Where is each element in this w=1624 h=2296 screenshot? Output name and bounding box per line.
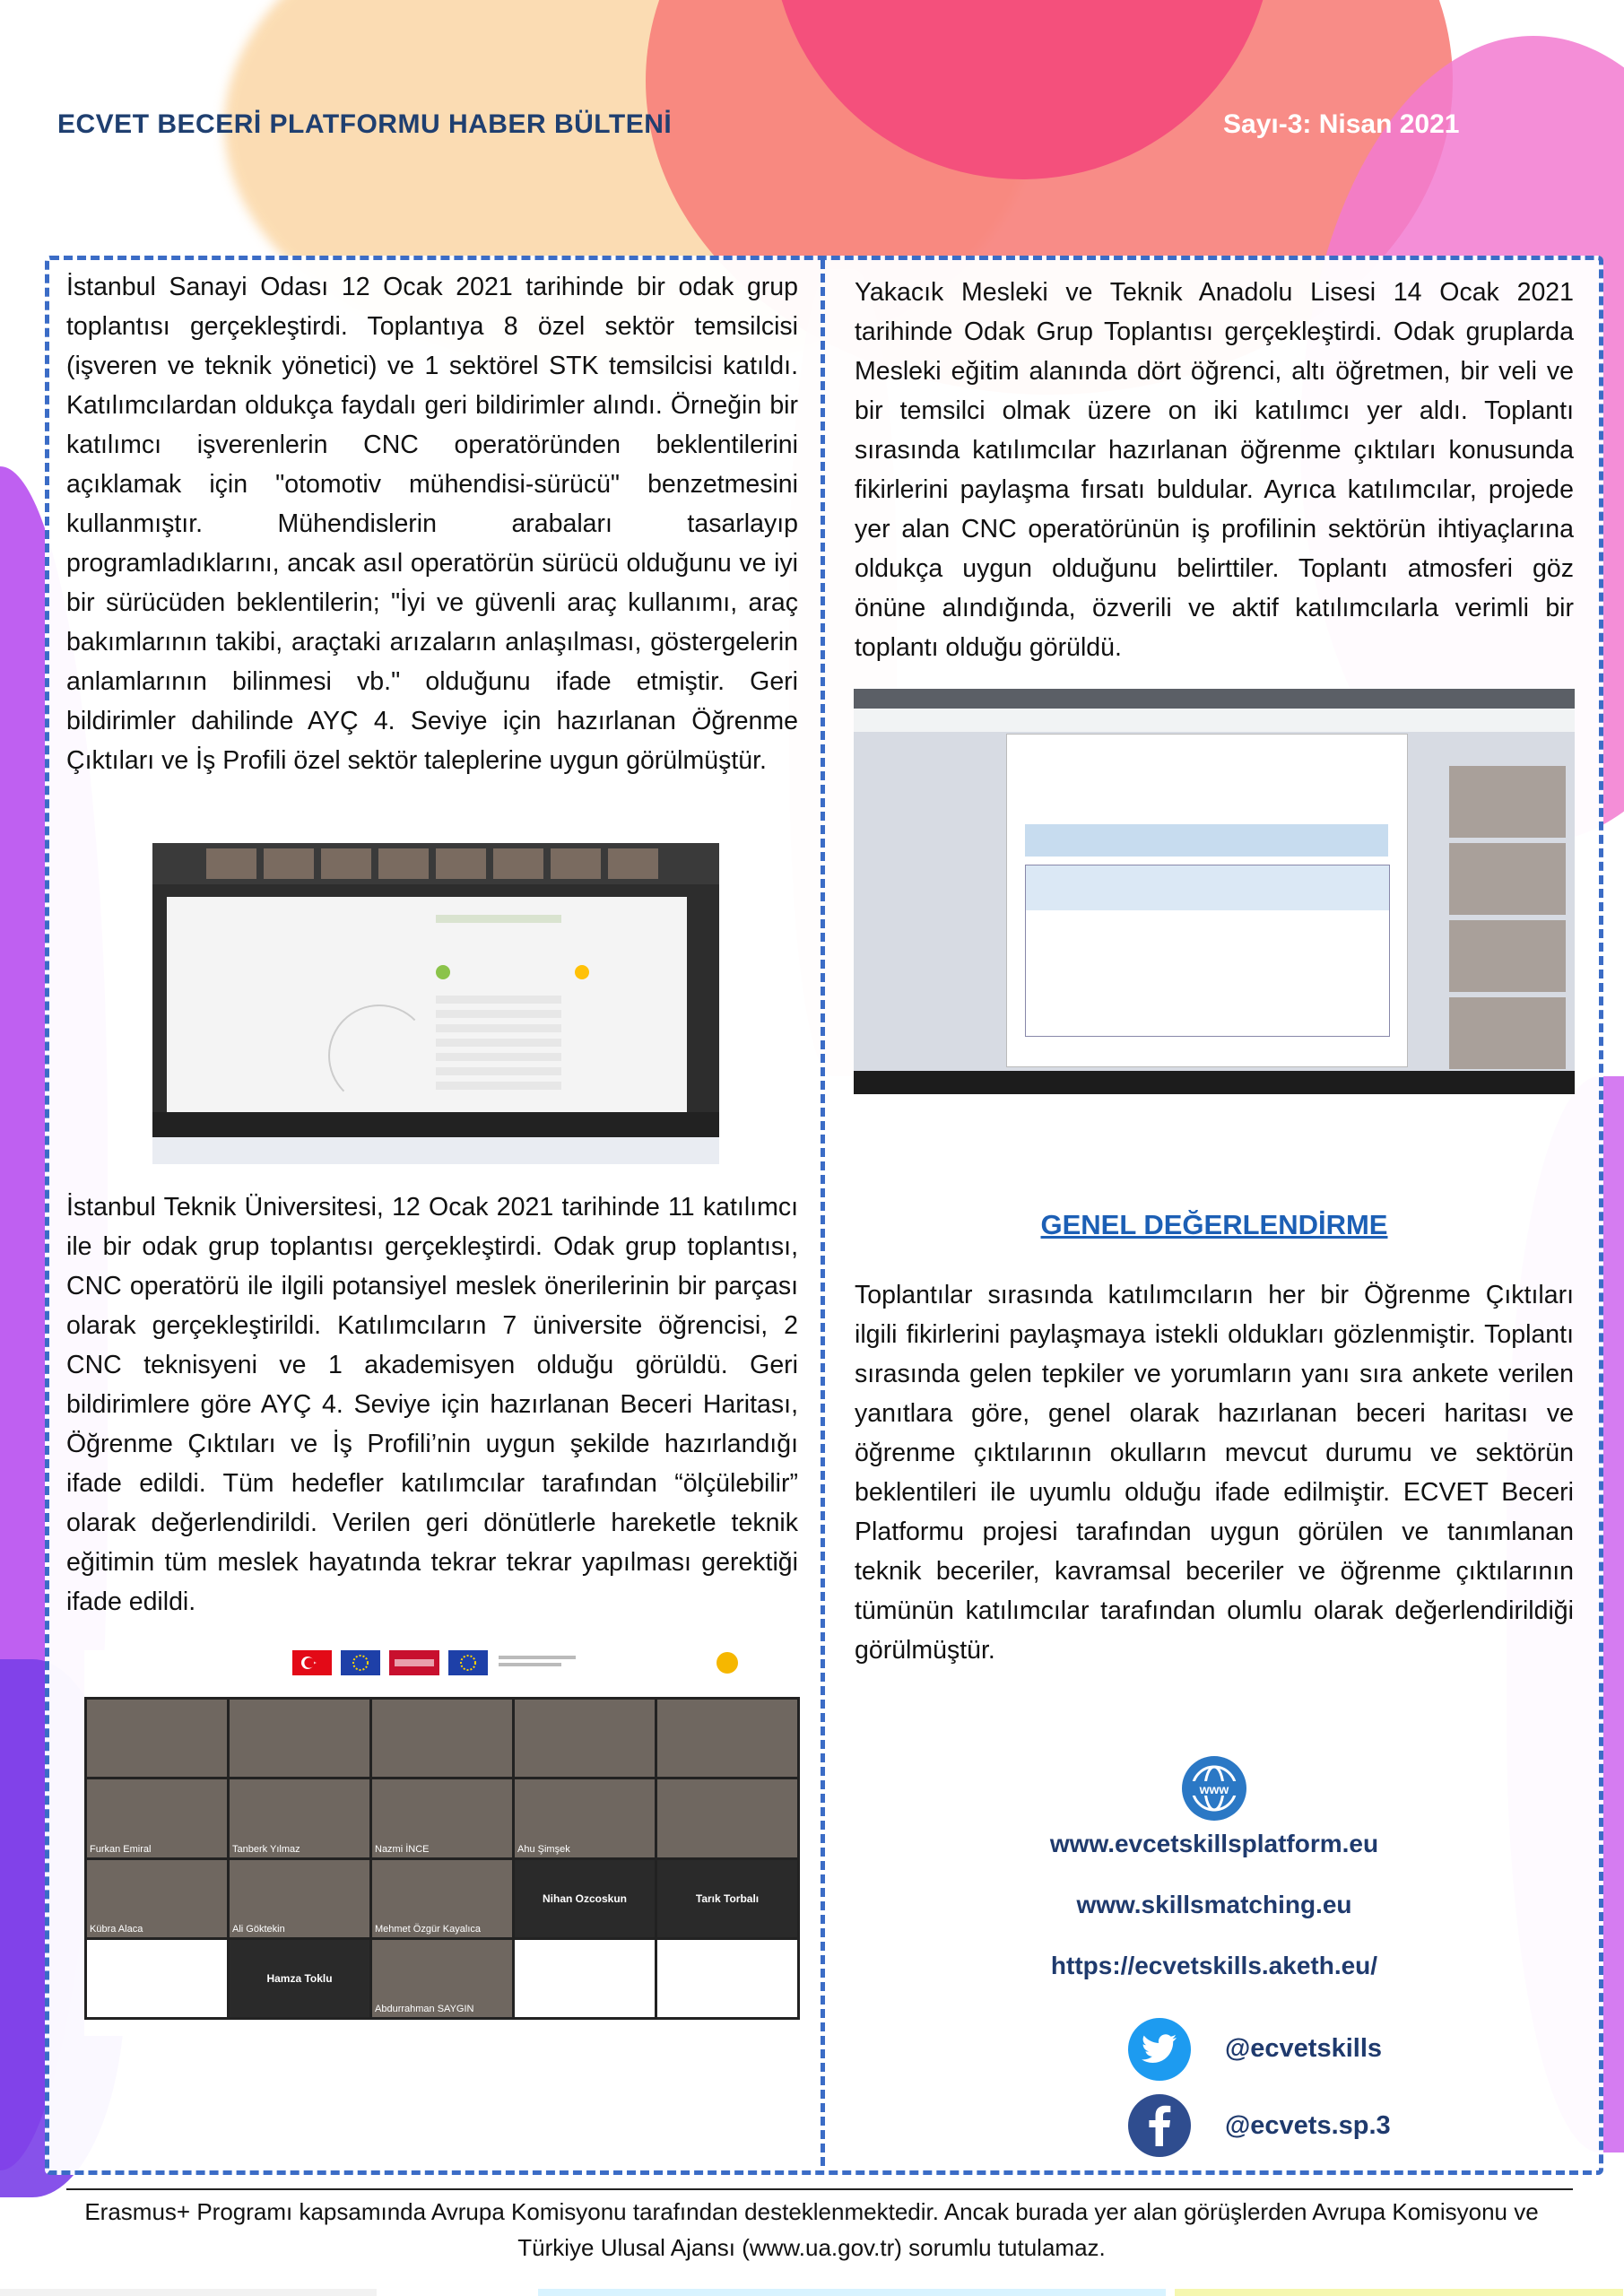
participant-tile bbox=[230, 1700, 369, 1777]
participant-tile: Abdurrahman SAYGIN bbox=[372, 1940, 512, 2017]
partner-logos bbox=[292, 1650, 743, 1675]
itu-paragraph: İstanbul Teknik Üniversitesi, 12 Ocak 2021 tarihinde 11 katılımcı ile bir odak grup toplantısı gerçekleştirdi. Odak grup toplantısı, CNC operatörü ile ilgili potansiyel meslek önerilerinin bir parçası olarak gerçekleştirildi. Katılımcıların 7 üniversite öğrencisi, 2 CNC teknisyeni ve 1 akademisyen olduğu görüldü. Geri bildirimlere göre AYÇ 4. Seviye için hazırlanan Beceri Haritası, Öğrenme Çıktıları ve İş Profili’nin uygun şekilde hazırlandığı ifade edildi. Tüm hedefler katılımcılar tarafından “ölçülebilir” olarak değerlendirildi. Verilen geri dönütlerle hareketle teknik eğitimin tüm meslek hayatında tekrar tekrar yapılması gerektiği ifade edildi. bbox=[66, 1193, 798, 1616]
empty-tile bbox=[657, 1940, 797, 2017]
bottom-stripe bbox=[0, 2289, 377, 2296]
participant-tile bbox=[87, 1700, 227, 1777]
video-call-gallery bbox=[84, 1650, 800, 2036]
browser-tabs bbox=[854, 689, 1575, 709]
twitter-handle[interactable]: @ecvetskills bbox=[1225, 2034, 1383, 2063]
participant-strip bbox=[152, 843, 719, 884]
browser-address-bar bbox=[854, 709, 1575, 732]
participant-tile: Tanberk Yılmaz bbox=[230, 1779, 369, 1857]
project-logo bbox=[712, 1650, 743, 1675]
shared-document bbox=[167, 897, 687, 1126]
issue-label: Sayı-3: Nisan 2021 bbox=[1223, 109, 1460, 139]
participant-tile bbox=[657, 1779, 797, 1857]
website-link[interactable]: www.skillsmatching.eu bbox=[1076, 1891, 1352, 1918]
participant-tile: Furkan Emiral bbox=[87, 1779, 227, 1857]
twitter-icon[interactable] bbox=[1128, 2018, 1191, 2081]
participant-tile: Ahu Şimşek bbox=[515, 1779, 655, 1857]
taskbar bbox=[854, 1071, 1575, 1094]
erasmus-cofunded-logo bbox=[497, 1650, 578, 1675]
participant-grid bbox=[84, 1697, 800, 2020]
participant-thumbnails bbox=[1440, 761, 1575, 1074]
national-agency-logo bbox=[389, 1650, 439, 1675]
yakacik-paragraph: Yakacık Mesleki ve Teknik Anadolu Lisesi 14 Ocak 2021 tarihinde Odak Grup Toplantısı gerçekleştirdi. Odak gruplarda Mesleki eğitim alanında dört öğrenci, altı öğretmen, bir veli ve bir temsilci olmak üzere on iki katılımcı yer aldı. Toplantı sırasında katılımcılar hazırlanan öğrenme çıktıları konusunda fikirlerini paylaşma fırsatı buldular. Ayrıca katılımcılar, projede yer alan CNC operatörünün iş profilinin sektörün ihtiyaçlarına oldukça uygun olduğunu belirttiler. Toplantı atmosferi göz önüne alındığında, özverili ve aktif katılımcılarla verimli bir toplantı olduğu görüldü. bbox=[855, 278, 1574, 662]
participant-tile: Mehmet Özgür Kayalıca bbox=[372, 1860, 512, 1937]
website-link[interactable]: https://ecvetskills.aketh.eu/ bbox=[1050, 1952, 1378, 1979]
facebook-handle[interactable]: @ecvets.sp.3 bbox=[1225, 2111, 1391, 2140]
participant-tile: Nihan Ozcoskun bbox=[515, 1860, 655, 1937]
eu-flag-icon bbox=[448, 1650, 488, 1675]
participant-tile bbox=[515, 1700, 655, 1777]
footer-rule bbox=[66, 2188, 1573, 2190]
newsletter-title: ECVET BECERİ PLATFORMU HABER BÜLTENİ bbox=[57, 109, 673, 139]
globe-icon bbox=[1180, 1754, 1248, 1822]
participant-tile: Tarık Torbalı bbox=[657, 1860, 797, 1937]
turkey-flag-icon bbox=[292, 1650, 332, 1675]
evaluation-paragraph: Toplantılar sırasında katılımcıların her bir Öğrenme Çıktıları ilgili fikirlerini paylaşmaya istekli oldukları gözlenmiştir. Toplantı sırasında gelen tepkiler ve yorumların yanı sıra ankete verilen yanıtlara göre, genel olarak hazırlanan beceri haritası ve öğrenme çıktılarının okulların mevcut durumu ve sektörün beklentileri ile uyumlu olduğu ifade edilmiştir. ECVET Beceri Platformu projesi tarafından uygun görülen ve tanımlanan teknik beceriler, kavramsal beceriler ve öğrenme çıktılarının tümünün katılımcılar tarafından olumlu olarak değerlendirildiği görülmüştür. bbox=[855, 1281, 1574, 1665]
pdf-page bbox=[1006, 734, 1408, 1067]
website-link[interactable]: www.evcetskillsplatform.eu bbox=[1049, 1830, 1379, 1857]
disclaimer-footer: Erasmus+ Programı kapsamında Avrupa Komisyonu tarafından desteklenmektedir. Ancak burada yer alan görüşlerden Avrupa Komisyonu ve Türkiye Ulusal Ajansı (www.ua.gov.tr) sorumlu tutulamaz. bbox=[84, 2198, 1539, 2261]
participant-tile: Kübra Alaca bbox=[87, 1860, 227, 1937]
zoom-meeting-screenshot bbox=[152, 843, 719, 1164]
meeting-document-screenshot bbox=[854, 689, 1575, 1094]
bottom-stripe bbox=[538, 2289, 1166, 2296]
facebook-icon[interactable] bbox=[1128, 2094, 1191, 2157]
participant-tile bbox=[657, 1700, 797, 1777]
istanbul-sanayi-paragraph: İstanbul Sanayi Odası 12 Ocak 2021 tarihinde bir odak grup toplantısı gerçekleştirdi. Toplantıya 8 özel sektör temsilcisi (işveren ve teknik yönetici) ve 1 sektörel STK temsilcisi katıldı. Katılımcılardan oldukça faydalı geri bildirimler alındı. Örneğin bir katılımcı işverenlerin CNC operatöründen beklentilerini açıklamak için "otomotiv mühendisi-sürücü" benzetmesini kullanmıştır. Mühendislerin arabaları tasarlayıp programladıklarını, ancak asıl operatörün sürücü olduğunu ve iyi bir sürücüden beklentilerin; "İyi ve güvenli araç kullanımı, araç bakımlarının takibi, araçtaki arızaların anlaşılması, göstergelerin anlamlarının bilinmesi vb." olduğunu ifade etmiştir. Geri bildirimler dahilinde AYÇ 4. Seviye için hazırlanan Öğrenme Çıktıları ve İş Profili özel sektör taleplerine uygun görülmüştür. bbox=[66, 273, 798, 775]
column-divider bbox=[821, 260, 825, 2166]
empty-tile bbox=[515, 1940, 655, 2017]
empty-tile bbox=[87, 1940, 227, 2017]
participant-tile: Hamza Toklu bbox=[230, 1940, 369, 2017]
section-title-genel-degerlendirme: GENEL DEĞERLENDİRME bbox=[1040, 1209, 1388, 1240]
participant-tile: Nazmi İNCE bbox=[372, 1779, 512, 1857]
bottom-stripe bbox=[1175, 2289, 1623, 2296]
svg-text:www: www bbox=[1199, 1782, 1229, 1796]
eu-flag-icon bbox=[341, 1650, 380, 1675]
participant-tile bbox=[372, 1700, 512, 1777]
participant-tile: Ali Göktekin bbox=[230, 1860, 369, 1937]
